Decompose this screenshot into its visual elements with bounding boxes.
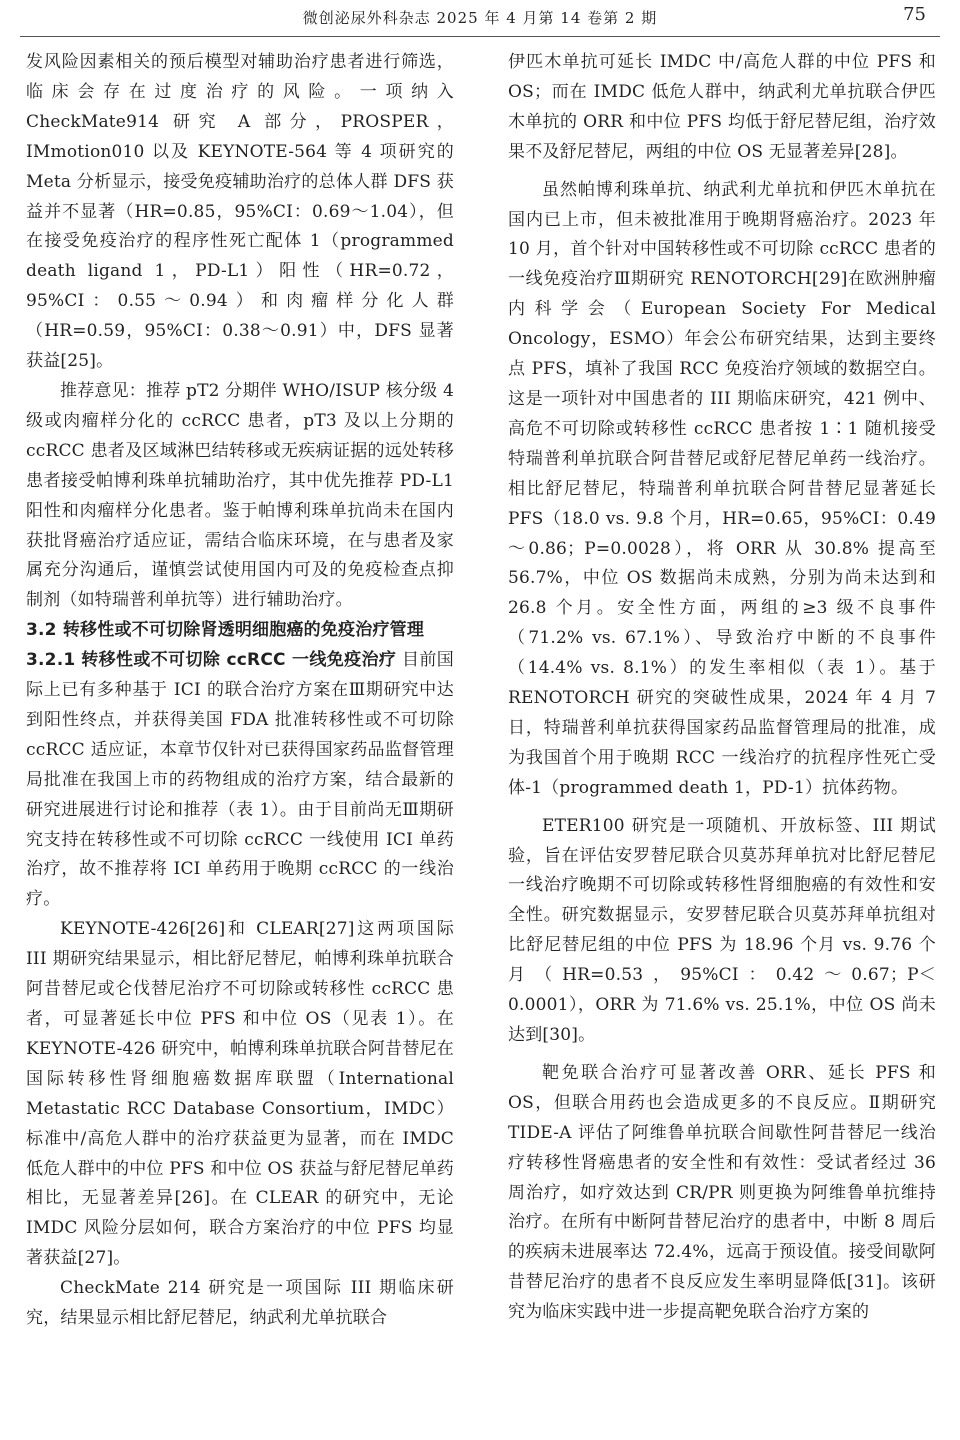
section-heading <box>26 616 454 646</box>
paragraph: CheckMate 214 研究是一项国际 III 期临床研究，结果显示相比舒尼替尼，纳武利尤单抗联合 <box>26 1278 454 1329</box>
subsection-text: 目前国际上已有多种基于 ICI 的联合治疗方案在Ⅲ期研究中达到阳性终点，并获得美国 FDA 批准转移性或不可切除 ccRCC 适应证，本章节仅针对已获得国家药品监督管理局批准在我国上市的药物组成的治疗方案，结合最新的研究进展进行讨论和推荐（表 1）。由于目前尚无Ⅲ期研究支持在转移性或不可切除 ccRCC 一线使用 ICI 单药治疗，故不推荐将 ICI 单药用于晚期 ccRCC 的一线治疗。 <box>26 650 454 910</box>
right-column <box>508 48 936 1433</box>
paragraph: KEYNOTE-426[26]和 CLEAR[27]这两项国际 III 期研究结果显示，相比舒尼替尼，帕博利珠单抗联合阿昔替尼或仑伐替尼治疗不可切除或转移性 ccRCC 患者，可显著延长中位 PFS 和中位 OS（见表 1）。在 KEYNOTE-426 研究中，帕博利珠单抗联合阿昔替尼在国际转移性肾细胞癌数据库联盟（International Metastatic RCC Database Consortium，IMDC）标准中/高危人群中的治疗获益更为显著，而在 IMDC 低危人群中的中位 PFS 和中位 OS 获益与舒尼替尼单药相比，无显著差异[26]。在 CLEAR 的研究中，无论 IMDC 风险分层如何，联合方案治疗的中位 PFS 均显著获益[27]。 <box>26 919 454 1269</box>
subsection-title: 转移性或不可切除 ccRCC 一线免疫治疗 <box>81 650 397 671</box>
recommendation-paragraph: 推荐意见：推荐 pT2 分期伴 WHO/ISUP 核分级 4 级或肉瘤样分化的 ccRCC 患者，pT3 及以上分期的 ccRCC 患者及区域淋巴结转移或无疾病证据的远处转移患者接受帕博利珠单抗辅助治疗，其中优先推荐 PD-L1 阳性和肉瘤样分化患者。鉴于帕博利珠单抗尚未在国内获批肾癌治疗适应证，需结合临床环境，在与患者及家属充分沟通后，谨慎尝试使用国内可及的免疫检查点抑制剂（如特瑞普利单抗等）进行辅助治疗。 <box>26 380 454 611</box>
paragraph: 发风险因素相关的预后模型对辅助治疗患者进行筛选，临床会存在过度治疗的风险。一项纳入 CheckMate914 研究 A 部分，PROSPER，IMmotion010 以及 KEYNOTE-564 等 4 项研究的 Meta 分析显示，接受免疫辅助治疗的总体人群 DFS 获益并不显著（HR=0.85，95%CI：0.69～1.04），但在接受免疫治疗的程序性死亡配体 1（programmed death ligand 1，PD-L1）阳性（HR=0.72，95%CI：0.55～0.94）和肉瘤样分化人群（HR=0.59，95%CI：0.38～0.91）中，DFS 显著获益[25]。 <box>26 52 454 372</box>
paragraph: 虽然帕博利珠单抗、纳武利尤单抗和伊匹木单抗在国内已上市，但未被批准用于晚期肾癌治疗。2023 年 10 月，首个针对中国转移性或不可切除 ccRCC 患者的一线免疫治疗Ⅲ期研究 RENOTORCH[29]在欧洲肿瘤内科学会（European Society For Medical Oncology，ESMO）年会公布研究结果，达到主要终点 PFS，填补了我国 RCC 免疫治疗领域的数据空白。这是一项针对中国患者的 III 期临床研究，421 例中、高危不可切除或转移性 ccRCC 患者按 1∶1 随机接受特瑞普利单抗联合阿昔替尼或舒尼替尼单药一线治疗。相比舒尼替尼，特瑞普利单抗联合阿昔替尼显著延长 PFS（18.0 vs. 9.8 个月，HR=0.65，95%CI：0.49～0.86；P=0.0028），将 ORR 从 30.8% 提高至 56.7%，中位 OS 数据尚未成熟，分别为尚未达到和 26.8 个月。安全性方面，两组的≥3 级不良事件（71.2% vs. 67.1%）、导致治疗中断的不良事件（14.4% vs. 8.1%）的发生率相似（表 1）。基于 RENOTORCH 研究的突破性成果，2024 年 4 月 7 日，特瑞普利单抗获得国家药品监督管理局的批准，成为我国首个用于晚期 RCC 一线治疗的抗程序性死亡受体-1（programmed death 1，PD-1）抗体药物。 <box>508 179 936 798</box>
section-title: 转移性或不可切除肾透明细胞癌的免疫治疗管理 <box>62 620 425 641</box>
subsection-paragraph <box>26 646 454 915</box>
page-number: 75 <box>903 4 926 25</box>
subsection-number: 3.2.1 <box>26 650 76 671</box>
paragraph: 靶免联合治疗可显著改善 ORR、延长 PFS 和 OS，但联合用药也会造成更多的不良反应。Ⅱ期研究 TIDE-A 评估了阿维鲁单抗联合间歇性阿昔替尼一线治疗转移性肾癌患者的安全性和有效性：受试者经过 36 周治疗，如疗效达到 CR/PR 则更换为阿维鲁单抗维持治疗。在所有中断阿昔替尼治疗的患者中，中断 8 周后的疾病未进展率达 72.4%，远高于预设值。接受间歇阿昔替尼治疗的患者不良反应发生率明显降低[31]。该研究为临床实践中进一步提高靶免联合治疗方案的 <box>508 1062 936 1323</box>
paragraph: 伊匹木单抗可延长 IMDC 中/高危人群的中位 PFS 和 OS；而在 IMDC 低危人群中，纳武利尤单抗联合伊匹木单抗的 ORR 和中位 PFS 均低于舒尼替尼组，治疗效果不及舒尼替尼，两组的中位 OS 无显著差异[28]。 <box>508 52 936 162</box>
journal-title: 微创泌尿外科杂志 2025 年 4 月第 14 卷第 2 期 <box>302 9 658 27</box>
paragraph: ETER100 研究是一项随机、开放标签、III 期试验，旨在评估安罗替尼联合贝莫苏拜单抗对比舒尼替尼一线治疗晚期不可切除或转移性肾细胞癌的有效性和安全性。研究数据显示，安罗替尼联合贝莫苏拜单抗组对比舒尼替尼组的中位 PFS 为 18.96 个月 vs. 9.76 个月（HR=0.53，95%CI：0.42～0.67；P＜0.0001），ORR 为 71.6% vs. 25.1%，中位 OS 尚未达到[30]。 <box>508 815 936 1045</box>
section-number: 3.2 <box>26 620 57 641</box>
left-column <box>26 48 454 1433</box>
running-header <box>20 0 940 37</box>
